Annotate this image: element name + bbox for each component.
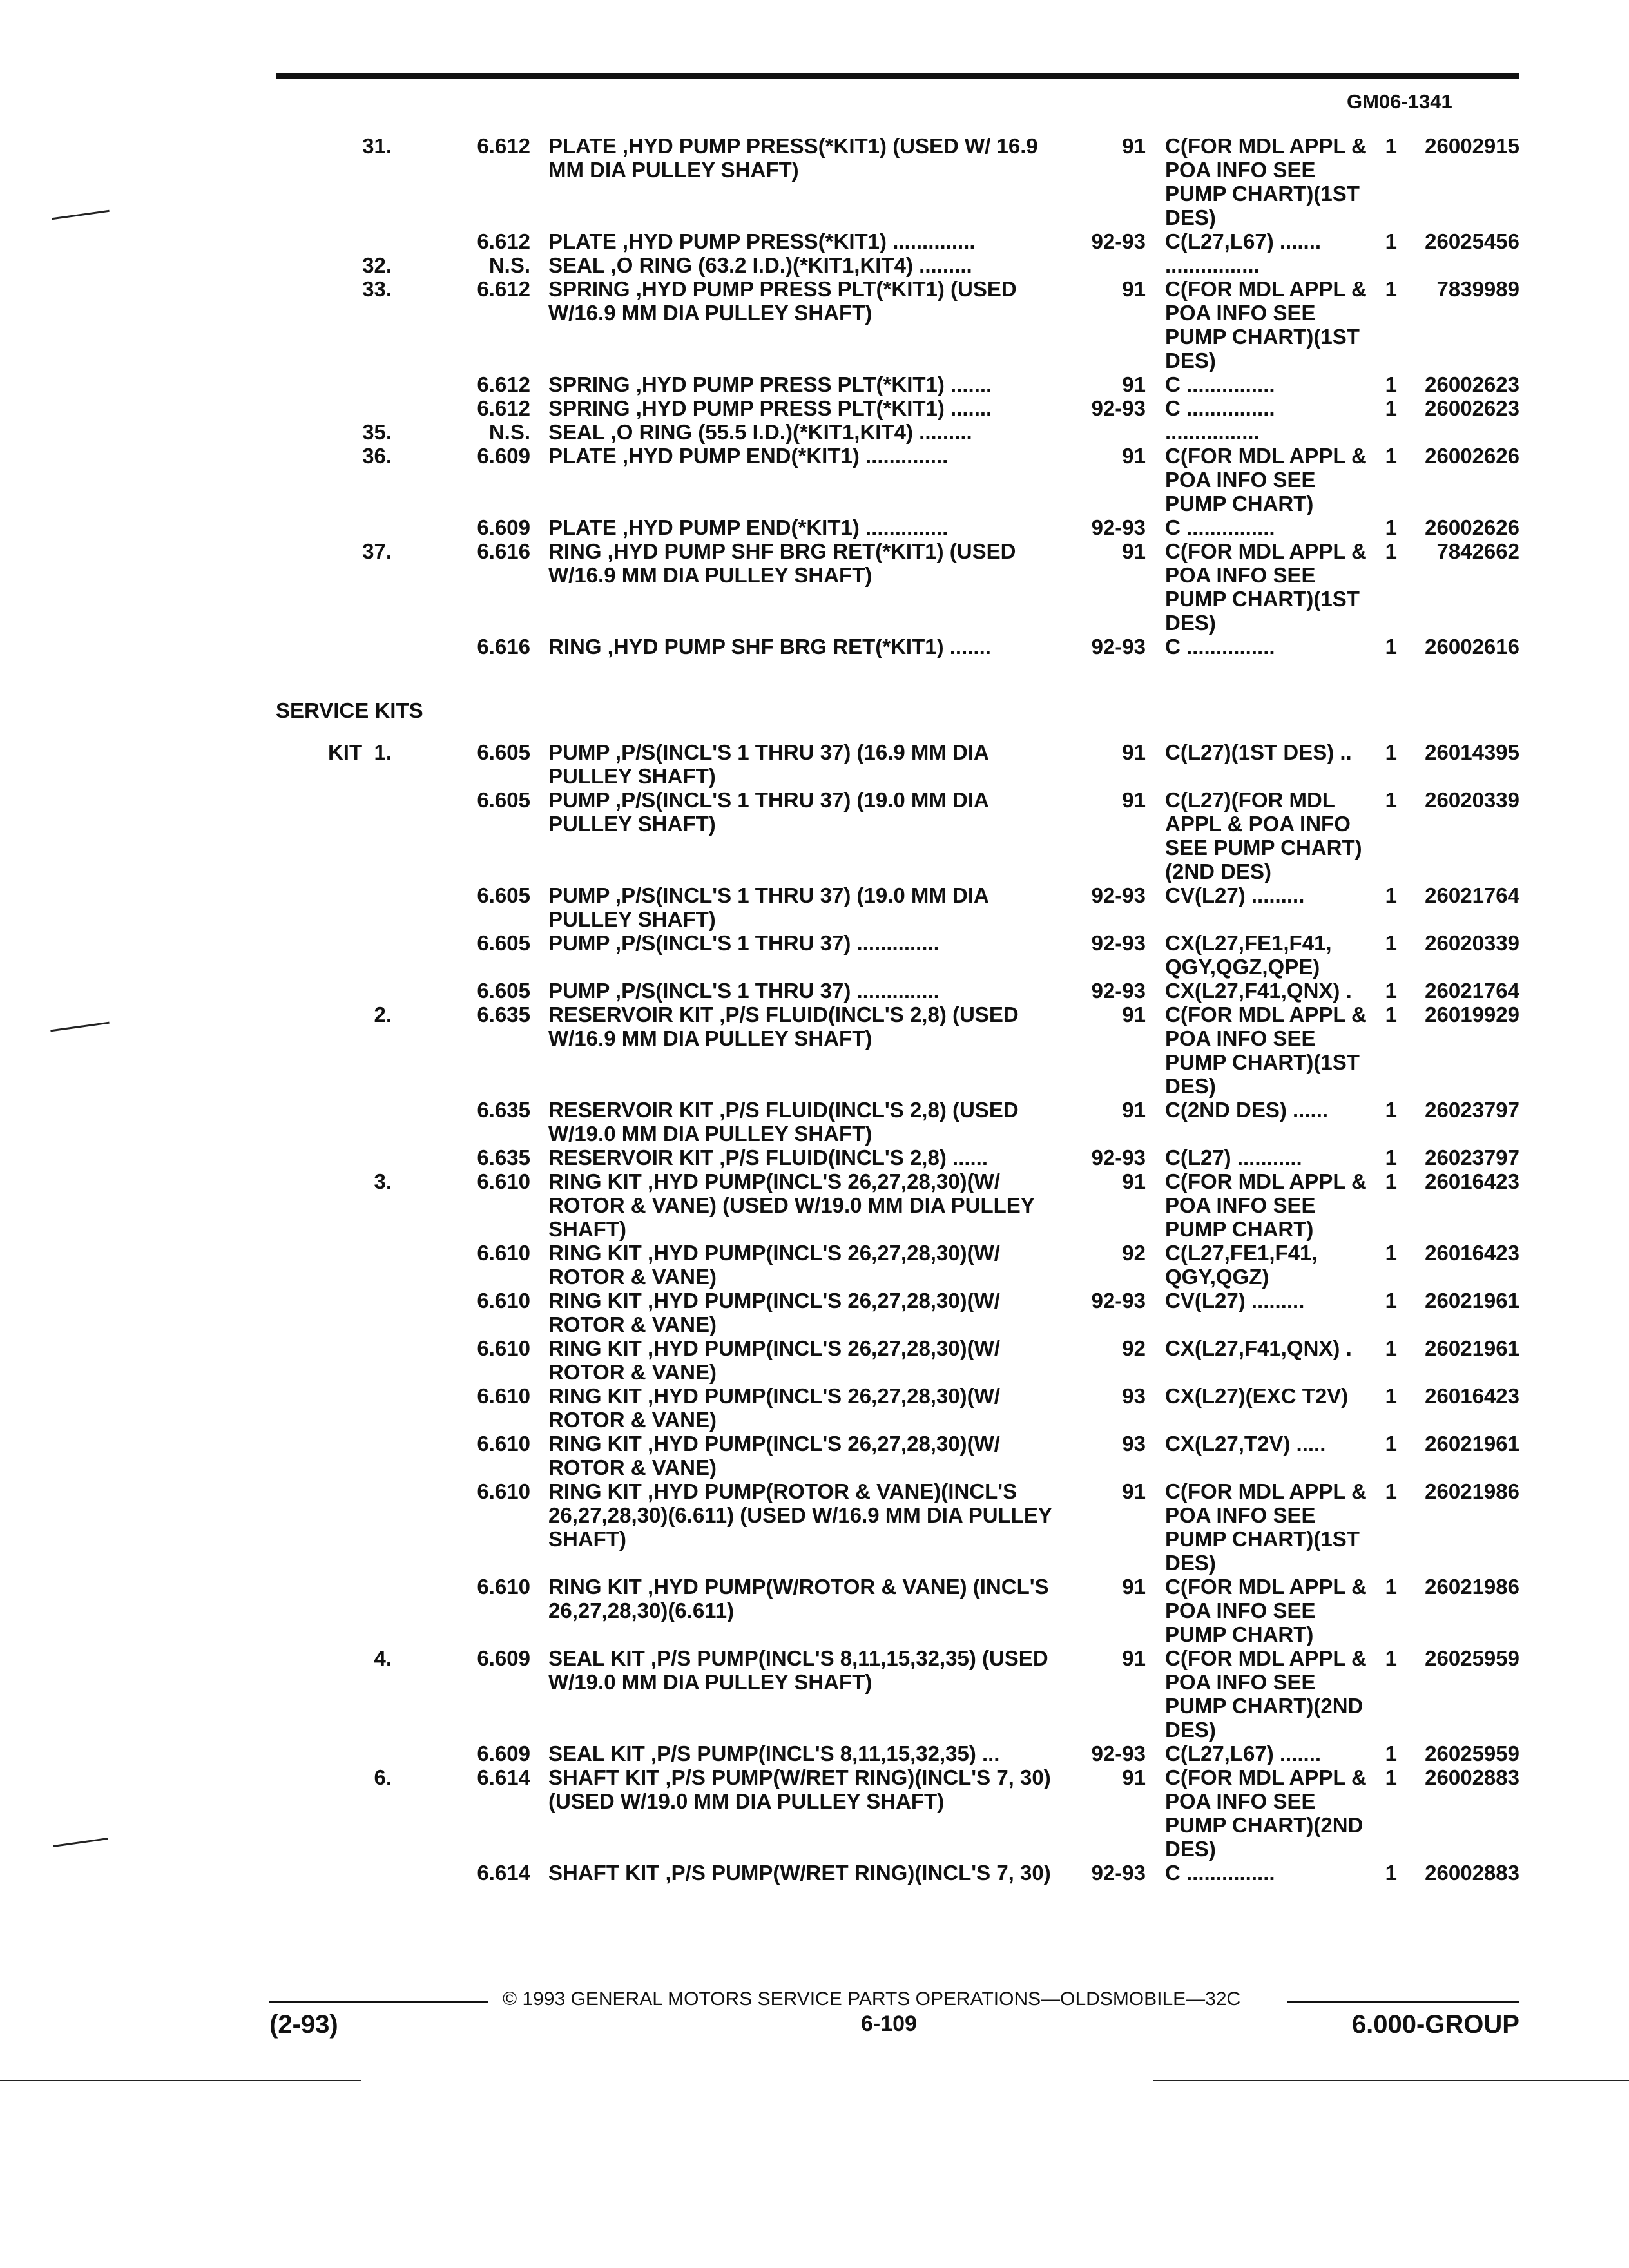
group-number: 6.616 [477, 539, 530, 563]
part-row [276, 539, 1519, 635]
part-description: RESERVOIR KIT ,P/S FLUID(INCL'S 2,8) ...... [548, 1146, 988, 1169]
part-row [276, 1742, 1519, 1765]
model-usage: C(L27,L67) ....... [1165, 229, 1322, 253]
quantity [1368, 253, 1397, 277]
item-number [276, 1146, 392, 1169]
quantity: 1 [1385, 1861, 1397, 1885]
model-year: 92-93 [1091, 1146, 1146, 1169]
quantity: 1 [1385, 788, 1397, 812]
group-number: 6.609 [477, 444, 530, 468]
model-year: 92-93 [1091, 229, 1146, 253]
part-row [276, 1289, 1519, 1336]
model-year: 93 [1122, 1432, 1146, 1456]
quantity: 1 [1385, 1575, 1397, 1599]
part-description: RESERVOIR KIT ,P/S FLUID(INCL'S 2,8) (USED W/16.9 MM DIA PULLEY SHAFT) [548, 1003, 1025, 1050]
group-number: 6.605 [477, 788, 530, 812]
quantity: 1 [1385, 1432, 1397, 1456]
part-row [276, 979, 1519, 1003]
quantity: 1 [1385, 1003, 1397, 1026]
model-usage: C(2ND DES) ...... [1165, 1098, 1329, 1122]
part-row [276, 229, 1519, 253]
model-usage: ................ [1165, 253, 1260, 277]
part-row [276, 1765, 1519, 1861]
part-description: PUMP ,P/S(INCL'S 1 THRU 37) .............. [548, 931, 940, 955]
part-number: 26021986 [1425, 1479, 1519, 1503]
group-number: 6.610 [477, 1336, 530, 1360]
part-row [276, 883, 1519, 931]
item-number [276, 635, 392, 658]
model-year: 92-93 [1091, 883, 1146, 907]
part-row [276, 1146, 1519, 1169]
part-number: 26016423 [1425, 1169, 1519, 1193]
group-number: 6.610 [477, 1479, 530, 1503]
scan-edge-line [0, 2080, 361, 2081]
model-year: 91 [1122, 1765, 1146, 1789]
part-description: RING ,HYD PUMP SHF BRG RET(*KIT1) (USED W/16.9 MM DIA PULLEY SHAFT) [548, 539, 1022, 587]
part-number: 26021764 [1425, 979, 1519, 1003]
model-year: 91 [1122, 1479, 1146, 1503]
part-description: RING KIT ,HYD PUMP(INCL'S 26,27,28,30)(W/ ROTOR & VANE) [548, 1289, 1007, 1336]
part-number: 26021764 [1425, 883, 1519, 907]
part-description: PUMP ,P/S(INCL'S 1 THRU 37) (16.9 MM DIA PULLEY SHAFT) [548, 740, 994, 788]
model-year [1072, 253, 1146, 277]
model-year: 91 [1122, 539, 1146, 563]
model-usage: C(FOR MDL APPL & POA INFO SEE PUMP CHART)(2ND DES) [1165, 1646, 1373, 1742]
group-number: 6.605 [477, 931, 530, 955]
group-number: 6.609 [477, 1742, 530, 1765]
model-year: 92-93 [1091, 396, 1146, 420]
part-description: SPRING ,HYD PUMP PRESS PLT(*KIT1) (USED W/16.9 MM DIA PULLEY SHAFT) [548, 277, 1023, 325]
item-number [276, 883, 392, 931]
group-number: N.S. [488, 420, 530, 444]
item-number [276, 1336, 392, 1384]
part-row [276, 1861, 1519, 1885]
group-label: 6.000-GROUP [1351, 2010, 1519, 2039]
model-year: 92 [1122, 1336, 1146, 1360]
model-year: 91 [1122, 372, 1146, 396]
group-number: 6.635 [477, 1146, 530, 1169]
model-year: 92-93 [1091, 1289, 1146, 1312]
quantity: 1 [1385, 1742, 1397, 1765]
item-number: 4. [374, 1646, 392, 1670]
punch-mark [50, 1022, 110, 1032]
quantity: 1 [1385, 635, 1397, 658]
model-usage: C ............... [1165, 1861, 1275, 1885]
group-number: 6.612 [477, 134, 530, 158]
group-number: 6.610 [477, 1169, 530, 1193]
model-usage: C ............... [1165, 372, 1275, 396]
quantity: 1 [1385, 931, 1397, 955]
item-number [276, 1289, 392, 1336]
part-number: 26016423 [1425, 1384, 1519, 1408]
quantity: 1 [1385, 372, 1397, 396]
part-number: 26025456 [1425, 229, 1519, 253]
model-year: 91 [1122, 134, 1146, 158]
part-row [276, 1479, 1519, 1575]
item-number [276, 1241, 392, 1289]
model-year [1072, 420, 1146, 444]
part-number: 26002883 [1425, 1765, 1519, 1789]
part-description: PUMP ,P/S(INCL'S 1 THRU 37) (19.0 MM DIA PULLEY SHAFT) [548, 788, 994, 836]
model-year: 91 [1122, 1003, 1146, 1026]
model-usage: CX(L27,F41,QNX) . [1165, 979, 1352, 1003]
part-row [276, 396, 1519, 420]
quantity [1368, 420, 1397, 444]
item-number [276, 931, 392, 979]
part-description: PUMP ,P/S(INCL'S 1 THRU 37) (19.0 MM DIA PULLEY SHAFT) [548, 883, 994, 931]
part-description: PLATE ,HYD PUMP END(*KIT1) .............. [548, 515, 949, 539]
part-row [276, 134, 1519, 229]
model-usage: C ............... [1165, 396, 1275, 420]
part-number: 26002623 [1425, 396, 1519, 420]
group-number: 6.614 [477, 1861, 530, 1885]
part-row [276, 515, 1519, 539]
item-number [276, 788, 392, 883]
copyright-text: © 1993 GENERAL MOTORS SERVICE PARTS OPERATIONS—OLDSMOBILE—32C [503, 1988, 1241, 2010]
item-number [276, 1384, 392, 1432]
part-row [276, 1169, 1519, 1241]
quantity: 1 [1385, 515, 1397, 539]
group-number: 6.614 [477, 1765, 530, 1789]
model-year: 92-93 [1091, 979, 1146, 1003]
item-number [276, 372, 392, 396]
model-usage: C(FOR MDL APPL & POA INFO SEE PUMP CHART)(1ST DES) [1165, 134, 1373, 229]
group-number: 6.605 [477, 979, 530, 1003]
model-usage: CX(L27)(EXC T2V) [1165, 1384, 1349, 1408]
model-year: 91 [1122, 788, 1146, 812]
part-number: 26002626 [1425, 444, 1519, 468]
part-description: PUMP ,P/S(INCL'S 1 THRU 37) .............. [548, 979, 940, 1003]
quantity: 1 [1385, 277, 1397, 301]
part-description: SEAL KIT ,P/S PUMP(INCL'S 8,11,15,32,35) ... [548, 1742, 1000, 1765]
model-year: 91 [1122, 1646, 1146, 1670]
group-number: 6.605 [477, 883, 530, 907]
quantity: 1 [1385, 1336, 1397, 1360]
page-number: 6-109 [861, 2012, 917, 2036]
part-row [276, 1432, 1519, 1479]
part-number: 26014395 [1425, 740, 1519, 764]
part-description: RING KIT ,HYD PUMP(INCL'S 26,27,28,30)(W/ ROTOR & VANE) [548, 1336, 1007, 1384]
model-usage: C ............... [1165, 515, 1275, 539]
kit-rows [276, 740, 1519, 1885]
quantity: 1 [1385, 134, 1397, 158]
item-number: KIT 1. [327, 740, 392, 764]
model-usage: C(FOR MDL APPL & POA INFO SEE PUMP CHART)(1ST DES) [1165, 1479, 1373, 1575]
item-number [276, 1742, 392, 1765]
item-number: 37. [362, 539, 392, 563]
part-description: RING KIT ,HYD PUMP(ROTOR & VANE)(INCL'S 26,27,28,30)(6.611) (USED W/16.9 MM DIA PULLEY SHAFT) [548, 1479, 1058, 1551]
part-row [276, 1575, 1519, 1646]
model-year: 91 [1122, 277, 1146, 301]
item-number [276, 1098, 392, 1146]
model-usage: CV(L27) ......... [1165, 1289, 1305, 1312]
part-row [276, 931, 1519, 979]
model-usage: C(FOR MDL APPL & POA INFO SEE PUMP CHART) [1165, 1575, 1373, 1646]
part-row [276, 740, 1519, 788]
part-row [276, 788, 1519, 883]
part-number: 26002883 [1425, 1861, 1519, 1885]
part-number [1397, 420, 1519, 444]
part-description: RING KIT ,HYD PUMP(INCL'S 26,27,28,30)(W/ ROTOR & VANE) (USED W/19.0 MM DIA PULLEY SHAFT) [548, 1169, 1041, 1241]
group-number: 6.612 [477, 277, 530, 301]
part-row [276, 1384, 1519, 1432]
quantity: 1 [1385, 1241, 1397, 1265]
model-usage: C(FOR MDL APPL & POA INFO SEE PUMP CHART)(1ST DES) [1165, 539, 1373, 635]
quantity: 1 [1385, 883, 1397, 907]
group-number: 6.610 [477, 1384, 530, 1408]
parts-list [276, 134, 1519, 1885]
group-number: 6.612 [477, 229, 530, 253]
item-number [276, 1479, 392, 1575]
part-description: SHAFT KIT ,P/S PUMP(W/RET RING)(INCL'S 7, 30) [548, 1861, 1051, 1885]
item-number [276, 979, 392, 1003]
part-number: 26002616 [1425, 635, 1519, 658]
part-row [276, 444, 1519, 515]
part-number: 26025959 [1425, 1742, 1519, 1765]
item-number: 36. [362, 444, 392, 468]
group-number: 6.635 [477, 1003, 530, 1026]
model-usage: ................ [1165, 420, 1260, 444]
part-number: 26002915 [1425, 134, 1519, 158]
group-number: 6.612 [477, 372, 530, 396]
quantity: 1 [1385, 1146, 1397, 1169]
part-number: 26023797 [1425, 1146, 1519, 1169]
quantity: 1 [1385, 396, 1397, 420]
part-row [276, 420, 1519, 444]
section-title: SERVICE KITS [276, 698, 423, 722]
item-number: 31. [362, 134, 392, 158]
group-number: 6.610 [477, 1289, 530, 1312]
quantity: 1 [1385, 740, 1397, 764]
punch-mark [52, 210, 110, 220]
parts-rows [276, 134, 1519, 658]
model-year: 91 [1122, 740, 1146, 764]
part-number: 26020339 [1425, 788, 1519, 812]
quantity: 1 [1385, 1765, 1397, 1789]
model-usage: C(FOR MDL APPL & POA INFO SEE PUMP CHART)(2ND DES) [1165, 1765, 1373, 1861]
part-description: SEAL ,O RING (63.2 I.D.)(*KIT1,KIT4) ......... [548, 253, 972, 277]
item-number: 35. [362, 420, 392, 444]
model-usage: C(FOR MDL APPL & POA INFO SEE PUMP CHART) [1165, 1169, 1373, 1241]
item-number [276, 229, 392, 253]
model-usage: C(L27,L67) ....... [1165, 1742, 1322, 1765]
part-row [276, 372, 1519, 396]
model-year: 93 [1122, 1384, 1146, 1408]
quantity: 1 [1385, 1384, 1397, 1408]
footer-rule-left [269, 2001, 488, 2003]
model-year: 92-93 [1091, 931, 1146, 955]
part-number: 7842662 [1436, 539, 1519, 563]
item-number [276, 515, 392, 539]
part-description: RING KIT ,HYD PUMP(INCL'S 26,27,28,30)(W/ ROTOR & VANE) [548, 1432, 1007, 1479]
model-year: 92 [1122, 1241, 1146, 1265]
part-number: 7839989 [1436, 277, 1519, 301]
group-number: 6.616 [477, 635, 530, 658]
part-description: SEAL ,O RING (55.5 I.D.)(*KIT1,KIT4) ......... [548, 420, 972, 444]
part-description: RING KIT ,HYD PUMP(INCL'S 26,27,28,30)(W/ ROTOR & VANE) [548, 1384, 1007, 1432]
part-description: RING KIT ,HYD PUMP(W/ROTOR & VANE) (INCL'S 26,27,28,30)(6.611) [548, 1575, 1055, 1622]
quantity: 1 [1385, 444, 1397, 468]
quantity: 1 [1385, 1289, 1397, 1312]
item-number: 3. [374, 1169, 392, 1193]
model-usage: C(L27,FE1,F41, QGY,QGZ) [1165, 1241, 1324, 1289]
part-description: PLATE ,HYD PUMP PRESS(*KIT1) (USED W/ 16.9 MM DIA PULLEY SHAFT) [548, 134, 1044, 182]
part-row [276, 1098, 1519, 1146]
part-description: SPRING ,HYD PUMP PRESS PLT(*KIT1) ....... [548, 396, 992, 420]
model-usage: CX(L27,FE1,F41, QGY,QGZ,QPE) [1165, 931, 1338, 979]
model-year: 91 [1122, 1575, 1146, 1599]
scan-edge-line [1153, 2080, 1629, 2081]
doc-code: GM06-1341 [1347, 90, 1452, 113]
part-number: 26020339 [1425, 931, 1519, 955]
quantity: 1 [1385, 979, 1397, 1003]
model-year: 92-93 [1091, 1742, 1146, 1765]
part-row [276, 635, 1519, 658]
part-description: SEAL KIT ,P/S PUMP(INCL'S 8,11,15,32,35) (USED W/19.0 MM DIA PULLEY SHAFT) [548, 1646, 1054, 1694]
part-description: PLATE ,HYD PUMP PRESS(*KIT1) .............. [548, 229, 976, 253]
model-year: 91 [1122, 1169, 1146, 1193]
model-year: 91 [1122, 1098, 1146, 1122]
part-number: 26016423 [1425, 1241, 1519, 1265]
part-description: RING ,HYD PUMP SHF BRG RET(*KIT1) ....... [548, 635, 991, 658]
quantity: 1 [1385, 1169, 1397, 1193]
part-description: RING KIT ,HYD PUMP(INCL'S 26,27,28,30)(W/ ROTOR & VANE) [548, 1241, 1007, 1289]
part-number: 26019929 [1425, 1003, 1519, 1026]
part-number: 26021961 [1425, 1432, 1519, 1456]
model-year: 92-93 [1091, 515, 1146, 539]
item-number [276, 1575, 392, 1646]
model-usage: CX(L27,F41,QNX) . [1165, 1336, 1352, 1360]
group-number: 6.609 [477, 515, 530, 539]
item-number: 32. [362, 253, 392, 277]
group-number: 6.610 [477, 1575, 530, 1599]
model-year: 91 [1122, 444, 1146, 468]
part-number: 26021961 [1425, 1336, 1519, 1360]
model-usage: CX(L27,T2V) ..... [1165, 1432, 1326, 1456]
model-usage: C(L27) ........... [1165, 1146, 1302, 1169]
part-number: 26021986 [1425, 1575, 1519, 1599]
quantity: 1 [1385, 539, 1397, 563]
model-usage: CV(L27) ......... [1165, 883, 1305, 907]
part-row [276, 1241, 1519, 1289]
footer-date: (2-93) [269, 2010, 338, 2039]
part-row [276, 1646, 1519, 1742]
part-description: SHAFT KIT ,P/S PUMP(W/RET RING)(INCL'S 7, 30) (USED W/19.0 MM DIA PULLEY SHAFT) [548, 1765, 1057, 1813]
part-row [276, 1336, 1519, 1384]
part-number: 26002626 [1425, 515, 1519, 539]
part-number: 26021961 [1425, 1289, 1519, 1312]
part-row [276, 253, 1519, 277]
part-number: 26002623 [1425, 372, 1519, 396]
model-usage: C(FOR MDL APPL & POA INFO SEE PUMP CHART)(1ST DES) [1165, 1003, 1373, 1098]
model-year: 92-93 [1091, 1861, 1146, 1885]
part-row [276, 1003, 1519, 1098]
model-usage: C(L27)(1ST DES) .. [1165, 740, 1352, 764]
group-number: 6.609 [477, 1646, 530, 1670]
quantity: 1 [1385, 229, 1397, 253]
item-number: 33. [362, 277, 392, 301]
item-number: 6. [374, 1765, 392, 1789]
model-usage: C(L27)(FOR MDL APPL & POA INFO SEE PUMP CHART) (2ND DES) [1165, 788, 1368, 883]
top-rule [276, 73, 1519, 79]
part-number: 26025959 [1425, 1646, 1519, 1670]
item-number [276, 1861, 392, 1885]
part-row [276, 277, 1519, 372]
model-year: 92-93 [1091, 635, 1146, 658]
item-number [276, 1432, 392, 1479]
item-number [276, 396, 392, 420]
group-number: 6.635 [477, 1098, 530, 1122]
group-number: 6.610 [477, 1241, 530, 1265]
group-number: N.S. [488, 253, 530, 277]
group-number: 6.612 [477, 396, 530, 420]
group-number: 6.610 [477, 1432, 530, 1456]
model-usage: C ............... [1165, 635, 1275, 658]
group-number: 6.605 [477, 740, 530, 764]
punch-mark [53, 1838, 108, 1847]
part-description: SPRING ,HYD PUMP PRESS PLT(*KIT1) ....... [548, 372, 992, 396]
part-number [1397, 253, 1519, 277]
footer-rule-right [1287, 2001, 1519, 2003]
item-number: 2. [374, 1003, 392, 1026]
model-usage: C(FOR MDL APPL & POA INFO SEE PUMP CHART) [1165, 444, 1373, 515]
quantity: 1 [1385, 1479, 1397, 1503]
quantity: 1 [1385, 1646, 1397, 1670]
quantity: 1 [1385, 1098, 1397, 1122]
part-number: 26023797 [1425, 1098, 1519, 1122]
model-usage: C(FOR MDL APPL & POA INFO SEE PUMP CHART)(1ST DES) [1165, 277, 1373, 372]
part-description: PLATE ,HYD PUMP END(*KIT1) .............. [548, 444, 949, 468]
part-description: RESERVOIR KIT ,P/S FLUID(INCL'S 2,8) (USED W/19.0 MM DIA PULLEY SHAFT) [548, 1098, 1025, 1146]
